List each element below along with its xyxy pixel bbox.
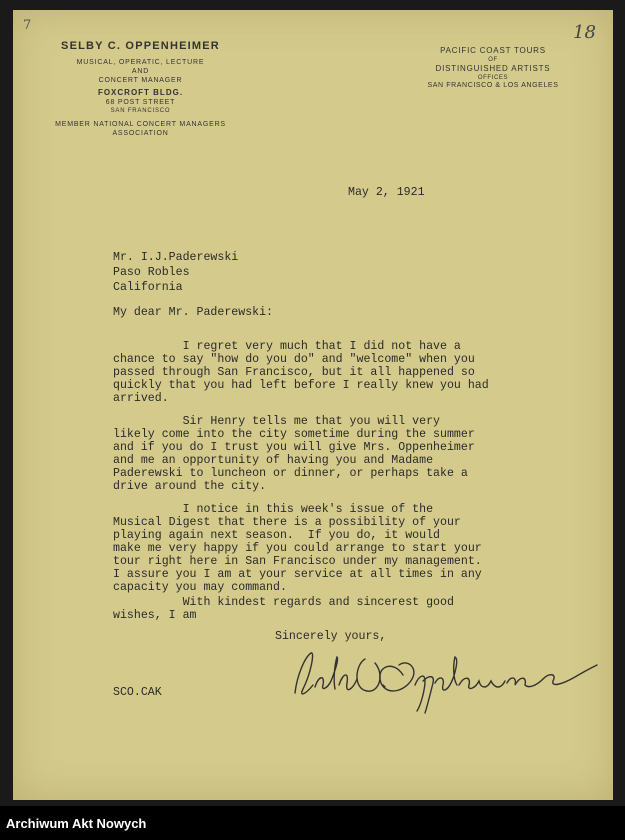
paragraph3-line: Musical Digest that there is a possibility of your [113, 516, 461, 529]
archive-footer [0, 806, 625, 840]
typist-initials: SCO.CAK [113, 686, 162, 699]
paragraph2-line: and if you do I trust you will give Mrs. Oppenheimer [113, 441, 475, 454]
paragraph3-line: tour right here in San Francisco under my management. [113, 555, 482, 568]
paragraph2-line: likely come into the city sometime during the summer [113, 428, 475, 441]
letterhead-city: SAN FRANCISCO [110, 108, 171, 114]
paragraph2-line: Sir Henry tells me that you will very [113, 415, 440, 428]
paragraph1-line: quickly that you had left before I really knew you had [113, 379, 489, 392]
paragraph3-line: playing again next season. If you do, it would [113, 529, 440, 542]
letterhead-right5: SAN FRANCISCO & LOS ANGELES [427, 82, 559, 89]
letter-date: May 2, 1921 [348, 186, 425, 199]
paragraph2-line: Paderewski to luncheon or dinner, or perhaps take a [113, 467, 468, 480]
letterhead-line2: AND [131, 68, 150, 75]
paragraph3-line: I notice in this week's issue of the [113, 503, 434, 516]
address-line3: California [113, 281, 183, 294]
letterhead-right [418, 46, 568, 90]
paragraph1-line: passed through San Francisco, but it all happened so [113, 366, 475, 379]
letterhead-name: SELBY C. OPPENHEIMER [61, 40, 220, 52]
letterhead-right4: OFFICES [477, 75, 509, 81]
paragraph3-line: capacity you may command. [113, 581, 287, 594]
letterhead-line1: MUSICAL, OPERATIC, LECTURE [76, 59, 205, 66]
paragraph4-line: wishes, I am [113, 609, 197, 622]
letter-page [13, 10, 613, 800]
paragraph1-line: I regret very much that I did not have a [113, 340, 461, 353]
letterhead-street: 68 POST STREET [105, 99, 176, 106]
letterhead-left [13, 40, 268, 138]
paragraph2-line: drive around the city. [113, 480, 267, 493]
handwritten-corner-mark: 7 [23, 18, 32, 33]
letterhead-right2: OF [488, 57, 498, 63]
archive-name: Archiwum Akt Nowych [6, 816, 147, 831]
paragraph4-line: With kindest regards and sincerest good [113, 596, 454, 609]
closing: Sincerely yours, [275, 630, 387, 643]
signature [275, 645, 605, 715]
paragraph3-line: I assure you I am at your service at all times in any [113, 568, 482, 581]
paragraph1-line: arrived. [113, 392, 169, 405]
paragraph3-line: make me very happy if you could arrange to start your [113, 542, 482, 555]
address-line1: Mr. I.J.Paderewski [113, 251, 239, 264]
letterhead-building: FOXCROFT BLDG. [97, 88, 184, 97]
letterhead-right1: PACIFIC COAST TOURS [440, 46, 546, 55]
salutation: My dear Mr. Paderewski: [113, 306, 274, 319]
address-line2: Paso Robles [113, 266, 190, 279]
letterhead-member2: ASSOCIATION [112, 130, 169, 137]
paragraph1-line: chance to say "how do you do" and "welcome" when you [113, 353, 475, 366]
letterhead-member1: MEMBER NATIONAL CONCERT MANAGERS [55, 121, 226, 128]
paragraph2-line: and me an opportunity of having you and Madame [113, 454, 434, 467]
letterhead-right3: DISTINGUISHED ARTISTS [435, 64, 551, 73]
handwritten-page-number: 18 [573, 22, 596, 43]
letterhead-line3: CONCERT MANAGER [98, 77, 183, 84]
